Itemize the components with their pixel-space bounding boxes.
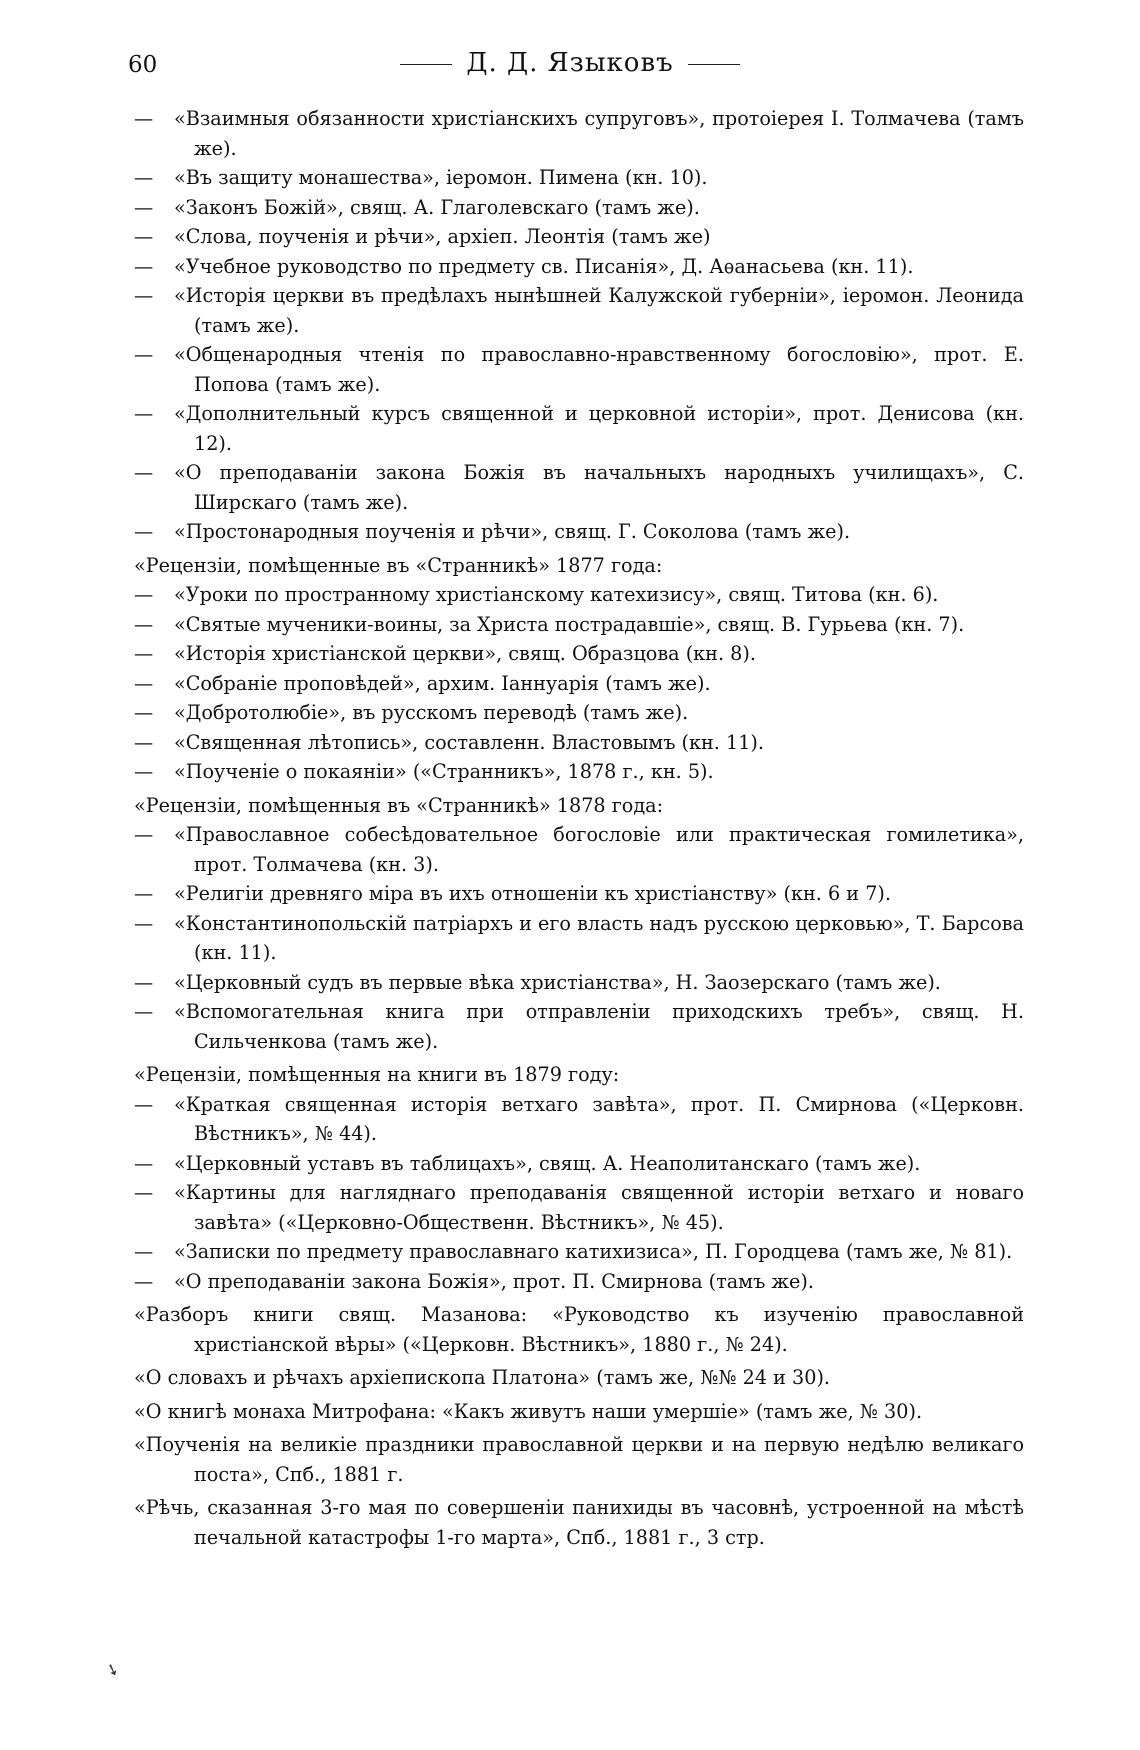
entry-text: «Рецензіи, помѣщенныя на книги въ 1879 году: (134, 1063, 620, 1086)
bibliography-entry (134, 1149, 1024, 1179)
bibliography-entry (134, 222, 1024, 252)
entry-dash: — (134, 642, 154, 665)
entry-text: «Рѣчь, сказанная 3-го мая по совершеніи панихиды въ часовнѣ, устроенной на мѣстѣ печальной катастрофы 1-го марта», Спб., 1881 г., 3 стр. (134, 1496, 1024, 1549)
entry-dash: — (134, 1151, 154, 1175)
entry-text: «Рецензіи, помѣщенные въ «Странникѣ» 1877 года: (134, 553, 663, 577)
entry-dash: — (134, 225, 154, 248)
entry-text: «Церковный судъ въ первые вѣка христіанства», Н. Заозерскаго (тамъ же). (174, 970, 941, 994)
bibliography-entry (134, 968, 1024, 998)
bibliography-entry (134, 399, 1024, 458)
entry-text: «Краткая священная исторія ветхаго завѣта», прот. П. Смирнова («Церковн. Вѣстникъ», № 44). (174, 1092, 1024, 1145)
entry-text: «Церковный уставъ въ таблицахъ», свящ. А. Неаполитанскаго (тамъ же). (174, 1151, 921, 1175)
entry-text: «Вспомогательная книга при отправленіи приходскихъ требъ», свящ. Н. Сильченкова (тамъ же). (174, 1000, 1024, 1053)
bibliography-entry (134, 820, 1024, 879)
entry-dash: — (134, 461, 154, 484)
entry-dash: — (134, 730, 154, 754)
entry-dash: — (134, 284, 154, 307)
entry-dash: — (134, 402, 154, 425)
entry-text: «Учебное руководство по предмету св. Писанія», Д. Аѳанасьева (кн. 11). (174, 254, 914, 278)
entry-dash: — (134, 882, 154, 905)
bibliography-entry (134, 1178, 1024, 1237)
section-heading (134, 791, 1024, 821)
entry-text: «Священная лѣтопись», составленн. Властовымъ (кн. 11). (174, 730, 765, 754)
entry-text: «Записки по предмету православнаго катихизиса», П. Городцева (тамъ же, № 81). (174, 1240, 1013, 1263)
entry-text: «Картины для нагляднаго преподаванія священной исторіи ветхаго и новаго завѣта» («Церковно-Общественн. Вѣстникъ», № 45). (174, 1181, 1024, 1234)
bibliography-entry (134, 281, 1024, 340)
section-heading (134, 1300, 1024, 1359)
entry-dash: — (134, 107, 154, 130)
bibliography-entry (134, 1090, 1024, 1149)
running-title-text: Д. Д. Языковъ (466, 48, 674, 78)
entry-text: «Слова, поученія и рѣчи», архіеп. Леонтія (тамъ же) (174, 225, 711, 248)
section-heading (134, 1363, 1024, 1393)
bibliography-entry (134, 639, 1024, 669)
bibliography-entry (134, 340, 1024, 399)
bibliography-list (134, 104, 1024, 1552)
entry-dash: — (134, 970, 154, 994)
section-heading (134, 1060, 1024, 1090)
entry-dash: — (134, 1240, 154, 1263)
entry-text: «Разборъ книги свящ. Мазанова: «Руководство къ изученію православной христіанской вѣры» («Церковн. Вѣстникъ», 1880 г., № 24). (134, 1303, 1024, 1356)
bibliography-entry (134, 728, 1024, 758)
entry-dash: — (134, 823, 154, 846)
page-number: 60 (128, 52, 158, 78)
entry-dash: — (134, 701, 154, 724)
entry-text: «Собраніе проповѣдей», архим. Іаннуарія (тамъ же). (174, 671, 711, 695)
bibliography-entry (134, 580, 1024, 610)
bibliography-entry (134, 1237, 1024, 1267)
title-rule-right (688, 64, 740, 65)
bibliography-entry (134, 997, 1024, 1056)
entry-text: «Константинопольскій патріархъ и его власть надъ русскою церковью», Т. Барсова (кн. 11). (174, 911, 1024, 964)
running-title (0, 48, 1140, 78)
section-heading (134, 1397, 1024, 1427)
entry-dash: — (134, 1092, 154, 1116)
entry-text: «Уроки по пространному христіанскому катехизису», свящ. Титова (кн. 6). (174, 583, 939, 606)
bibliography-entry (134, 104, 1024, 163)
entry-text: «Религіи древняго міра въ ихъ отношеніи къ христіанству» (кн. 6 и 7). (174, 882, 891, 905)
bibliography-entry (134, 1267, 1024, 1297)
entry-text: «О преподаваніи закона Божія въ начальныхъ народныхъ училищахъ», С. Ширскаго (тамъ же). (174, 461, 1024, 514)
entry-dash: — (134, 1181, 154, 1204)
bibliography-entry (134, 757, 1024, 787)
section-heading (134, 551, 1024, 581)
bibliography-entry (134, 879, 1024, 909)
entry-text: «О книгѣ монаха Митрофана: «Какъ живутъ наши умершіе» (тамъ же, № 30). (134, 1399, 923, 1423)
entry-text: «Поученіе о покаяніи» («Странникъ», 1878 г., кн. 5). (174, 760, 714, 783)
entry-text: «О словахъ и рѣчахъ архіепископа Платона» (тамъ же, №№ 24 и 30). (134, 1366, 831, 1389)
entry-dash: — (134, 343, 154, 366)
entry-text: «Простонародныя поученія и рѣчи», свящ. Г. Соколова (тамъ же). (174, 520, 851, 543)
entry-text: «Святые мученики-воины, за Христа пострадавшіе», свящ. В. Гурьева (кн. 7). (174, 612, 965, 636)
entry-text: «Общенародныя чтенія по православно-нравственному богословію», прот. Е. Попова (тамъ же). (174, 343, 1024, 396)
section-heading (134, 1493, 1024, 1552)
entry-dash: — (134, 911, 154, 935)
section-heading (134, 1430, 1024, 1489)
bibliography-entry (134, 610, 1024, 640)
entry-text: «Исторія церкви въ предѣлахъ нынѣшней Калужской губерніи», іеромон. Леонида (тамъ же). (174, 284, 1024, 337)
entry-text: «Взаимныя обязанности христіанскихъ супруговъ», протоіерея І. Толмачева (тамъ же). (174, 107, 1024, 160)
scan-mark: ➘ (103, 1658, 123, 1681)
entry-dash: — (134, 520, 154, 543)
title-rule-left (400, 64, 452, 65)
entry-dash: — (134, 166, 154, 189)
bibliography-entry (134, 458, 1024, 517)
bibliography-entry (134, 252, 1024, 282)
bibliography-entry (134, 517, 1024, 547)
entry-text: «Исторія христіанской церкви», свящ. Образцова (кн. 8). (174, 642, 756, 665)
entry-dash: — (134, 1269, 154, 1293)
entry-text: «Поученія на великіе праздники православной церкви и на первую недѣлю великаго поста», Спб., 1881 г. (134, 1433, 1024, 1486)
bibliography-entry (134, 163, 1024, 193)
entry-dash: — (134, 760, 154, 783)
entry-text: «Православное собесѣдовательное богословіе или практическая гомилетика», прот. Толмачева (кн. 3). (174, 823, 1024, 876)
entry-text: «Дополнительный курсъ священной и церковной исторіи», прот. Денисова (кн. 12). (174, 402, 1024, 455)
entry-dash: — (134, 671, 154, 695)
entry-text: «О преподаваніи закона Божія», прот. П. Смирнова (тамъ же). (174, 1269, 814, 1293)
bibliography-entry (134, 698, 1024, 728)
bibliography-entry (134, 193, 1024, 223)
entry-dash: — (134, 195, 154, 219)
entry-text: «Добротолюбіе», въ русскомъ переводѣ (тамъ же). (174, 701, 689, 724)
entry-text: «Законъ Божій», свящ. А. Глаголевскаго (тамъ же). (174, 195, 700, 219)
entry-dash: — (134, 1000, 154, 1023)
entry-text: «Въ защиту монашества», іеромон. Пимена (кн. 10). (174, 166, 708, 189)
bibliography-entry (134, 909, 1024, 968)
bibliography-entry (134, 669, 1024, 699)
entry-dash: — (134, 583, 154, 606)
entry-dash: — (134, 254, 154, 278)
entry-dash: — (134, 612, 154, 636)
entry-text: «Рецензіи, помѣщенныя въ «Странникѣ» 1878 года: (134, 793, 664, 817)
